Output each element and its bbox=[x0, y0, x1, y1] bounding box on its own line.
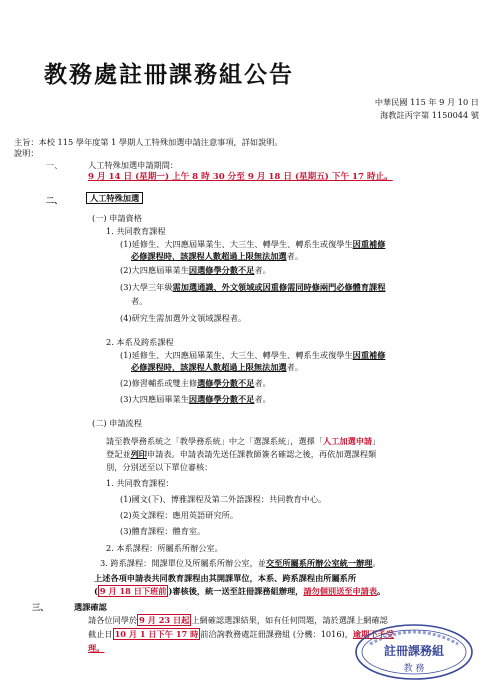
procedure-line-1: 請至教學務系統之「教學務系統」中之「選課系統」，選擇「人工加選申請」 bbox=[106, 436, 381, 446]
section-2-title: 人工特殊加選 bbox=[86, 192, 143, 204]
section-1-label: 人工特殊加選申請期間： bbox=[88, 160, 179, 170]
issue-date: 中華民國 115 年 9 月 10 日 bbox=[374, 97, 479, 107]
seal-text-bottom: 教 務 bbox=[403, 664, 425, 674]
section-1-number: 一、 bbox=[46, 160, 63, 170]
section-3-title: 選課確認 bbox=[74, 602, 107, 612]
note-line-1: 上述各項申請表共同教育課程由其開課單位，本系、跨系課程由所屬系所 bbox=[94, 573, 357, 583]
g1-item-2: (2)大四應屆畢業生因選修學分數不足者。 bbox=[120, 265, 271, 275]
g1-item-1b: 必修課程時，該課程人數超過上限無法加選者。 bbox=[131, 251, 303, 261]
official-seal-stamp bbox=[352, 622, 476, 682]
g2-item-2: (2)修習輔系或雙主修選修學分數不足者。 bbox=[120, 378, 271, 388]
g2-item-3: (3)大四應屆畢業生因選修學分數不足者。 bbox=[120, 394, 271, 404]
unit-1-item-3: (3)體育課程：體育室。 bbox=[120, 526, 206, 536]
confirm-line-2: 截止日 10 月 1 日下午 17 時 前洽詢教務處註冊課務組 (分機：1016)，逾期不予受 bbox=[88, 629, 394, 639]
procedure-line-3: 別，分別送至以下單位審核： bbox=[106, 462, 213, 472]
unit-3: 3. 跨系課程：開課單位及所屬系所辦公室，並交至所屬系所辦公室統一辦理。 bbox=[100, 558, 381, 568]
explain-label: 說明： bbox=[14, 148, 39, 158]
sub-procedure: (二) 申請流程 bbox=[92, 418, 142, 428]
procedure-line-2: 登記並列印申請表。申請表請先送任課教師簽名確認之後，再依加選課程類 bbox=[106, 449, 377, 459]
page-title: 教務處註冊課務組公告 bbox=[44, 61, 294, 88]
g2-item-1b: 必修課程時，該課程人數超過上限無法加選者。 bbox=[131, 362, 303, 372]
group-2-title: 2. 本系及跨系課程 bbox=[106, 337, 174, 347]
g1-item-1a: (1)延修生、大四應屆畢業生、大三生、轉學生、轉系生或復學生因重補修 bbox=[120, 239, 386, 249]
unit-1-title: 1. 共同教育課程： bbox=[106, 478, 174, 488]
section-3-number: 三、 bbox=[32, 602, 49, 612]
confirm-line-3: 理。 bbox=[88, 643, 105, 653]
unit-1-item-1: (1)國文(下)、博雅課程及第二外語課程：共同教育中心。 bbox=[120, 494, 327, 504]
seal-text-main: 註冊課務組 bbox=[383, 644, 445, 658]
g1-item-4: (4)研究生需加選外文領域課程者。 bbox=[120, 313, 247, 323]
subject-line: 主旨：本校 115 學年度第 1 學期人工特殊加選申請注意事項，詳如說明。 bbox=[14, 137, 283, 147]
confirm-line-1: 請各位同學於 9 月 23 日起 上網確認選課結果，如有任何問題，請於選課上網確認 bbox=[88, 615, 388, 625]
sub-eligibility: (一) 申請資格 bbox=[92, 213, 142, 223]
note-line-2: ( 9 月 18 日下班前 )審核後，統一送至註冊課務組辦理，請勿個別送至申請表。 bbox=[94, 586, 386, 596]
g1-item-3-end: 者。 bbox=[131, 296, 148, 306]
section-2-number: 二、 bbox=[46, 195, 63, 205]
g1-item-3: (3)大學三年級需加選通識、外文領域或因重修需同時修兩門必修體育課程 bbox=[120, 282, 386, 292]
g2-item-1a: (1)延修生、大四應屆畢業生、大三生、轉學生、轉系生或復學生因重補修 bbox=[120, 350, 386, 360]
unit-2: 2. 本系課程：所屬系所辦公室。 bbox=[106, 543, 223, 553]
unit-1-item-2: (2)英文課程：應用英語研究所。 bbox=[120, 510, 239, 520]
document-number: 海教註丙字第 1150044 號 bbox=[380, 110, 479, 120]
group-1-title: 1. 共同教育課程 bbox=[106, 226, 166, 236]
section-1-period: 9 月 14 日 (星期一) 上午 8 時 30 分至 9 月 18 日 (星期五) 下午 17 時止。 bbox=[88, 172, 393, 182]
